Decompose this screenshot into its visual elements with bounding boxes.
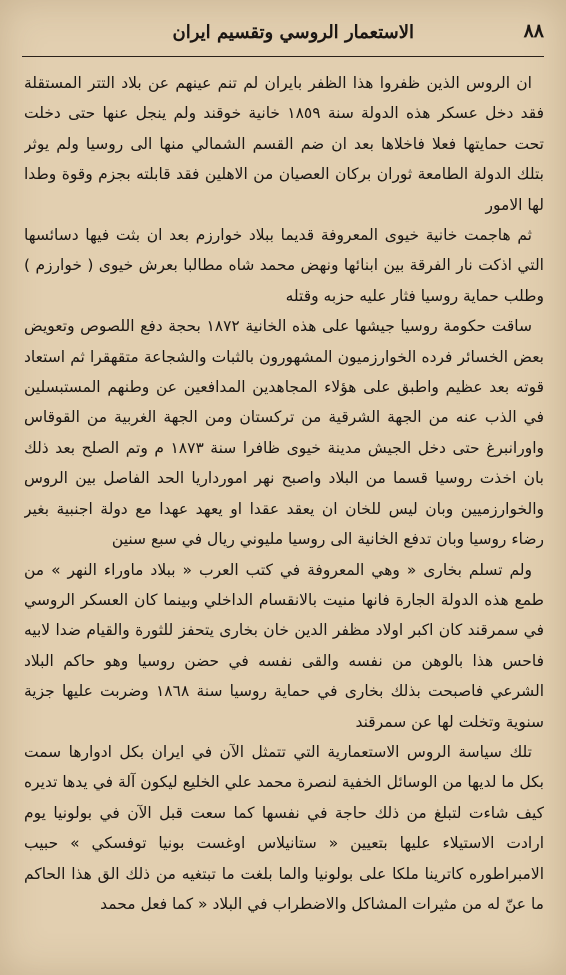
page-number: ٨٨ [523, 20, 544, 42]
body-text [24, 68, 544, 963]
paragraph: ثم هاجمت خانية خيوى المعروفة قديما ببلاد خوارزم بعد ان بثت فيها دسائسها التي اذكت نار الفرقة بين ابنائها ونهض محمد شاه مطالبا بعرش خيوى ( خوارزم ) وطلب حماية روسيا فثار عليه حزبه وقتله [24, 226, 544, 305]
header-rule [22, 56, 544, 57]
paragraph: ساقت حكومة روسيا جيشها على هذه الخانية ١٨٧٢ بحجة دفع اللصوص وتعويض بعض الخسائر فرده الخوارزميون المشهورون بالثبات والشجاعة متقهقرا ثم استعاد قوته بعد عظيم واطبق على هؤلاء المجاهدين المدافعين عن وطنهم المستبسلين في الذب عنه من الجهة الشرقية من تركستان ومن الجهة الغربية من القوقاس واورانبرغ حتى دخل الجيش مدينة خيوى ظافرا سنة ١٨٧٣ م وتم الصلح بعد ذلك بان اخذت روسيا قسما من البلاد واصبح نهر امورداريا الحد الفاصل بين الروس والخوارزميين وبان ليس للخان ان يعقد عقدا او يعهد عهدا مع دولة اجنبية بغير رضاء روسيا وبان تدفع الخانية الى روسيا مليوني ريال في سبع سنين [24, 317, 544, 549]
paragraph: تلك سياسة الروس الاستعمارية التي تتمثل الآن في ايران بكل ادوارها سمت بكل ما لديها من الوسائل الخفية لنصرة محمد علي الخليع ليكون آلة في يدها تديره كيف شاءت لتبلغ من ذلك حاجة في نفسها كما سعت قبل الآن في بولونيا يوم ارادت الاستيلاء عليها بتعيين « ستانيلاس اوغست بونيا توفسكي » حبيب الامبراطوره كاترينا ملكا على بولونيا والما بلغت ما تبتغيه من ذلك الق هذا الحاكم ما عنّ له من مثيرات المشاكل والاضطراب في البلاد « كما فعل محمد [24, 742, 544, 913]
running-title: الاستعمار الروسي وتقسيم ايران [172, 22, 414, 43]
page-header [22, 14, 544, 54]
paragraph: ولم تسلم بخارى « وهي المعروفة في كتب العرب « ببلاد ماوراء النهر » من طمع هذه الدولة الجارة فانها منيت بالانقسام الداخلي وبينما كان العسكر الروسي في سمرقند كان اكبر اولاد مظفر الدين خان بخارى يتحفز للثورة والقيام ضدا لابيه فاحس هذا بالوهن من نفسه والقى نفسه في حضن روسيا وهو حاكم البلاد الشرعي فاصبحت بذلك بخارى في حماية روسيا سنة ١٨٦٨ وضربت عليها جزية سنوية وتخلت لها عن سمرقند [24, 560, 544, 731]
paragraph: ان الروس الذين ظفروا هذا الظفر بايران لم تنم عينهم عن بلاد التتر المستقلة فقد دخل عسكر هذه الدولة سنة ١٨٥٩ خانية خوقند ولم ينجل عنها حتى دخلت تحت حمايتها فعلا فاخلاها بعد ان ضم القسم الشمالي منها الى روسيا ولم يوثر بتلك الدولة الطامعة ثوران بركان العصيان من الاهلين فقد قابلته بجزم وقوة وطدا لها الامور [24, 74, 544, 214]
